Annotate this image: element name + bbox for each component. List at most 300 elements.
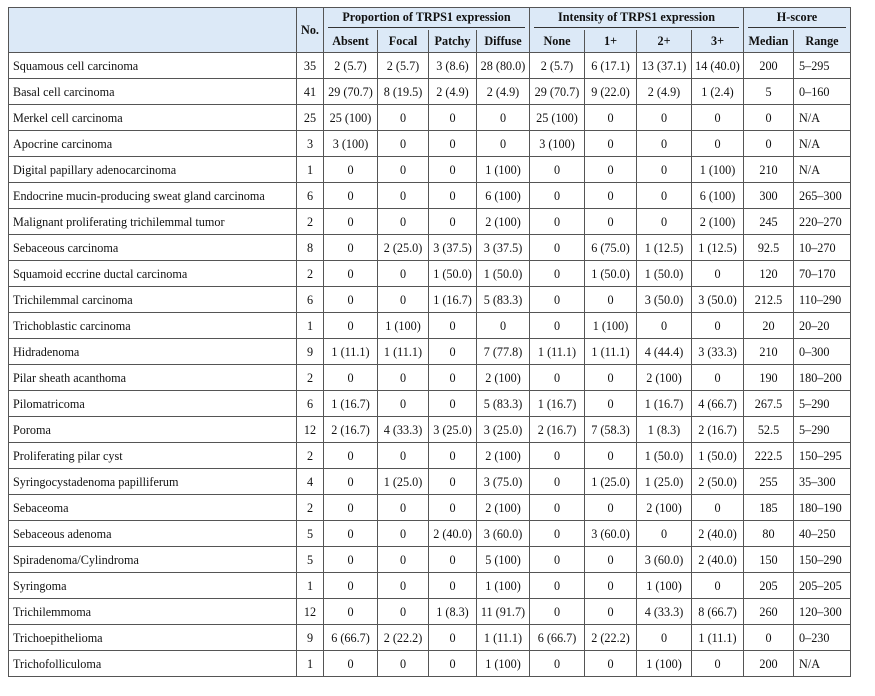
intensity-2-cell: 2 (100) (637, 495, 692, 521)
count-cell: 1 (297, 157, 324, 183)
count-cell: 12 (297, 417, 324, 443)
count-cell: 1 (297, 651, 324, 677)
count-cell: 2 (297, 209, 324, 235)
patchy-cell: 0 (429, 443, 477, 469)
diffuse-cell: 3 (25.0) (477, 417, 530, 443)
intensity-2-cell: 4 (33.3) (637, 599, 692, 625)
tumor-name-cell: Hidradenoma (9, 339, 297, 365)
median-cell: 245 (744, 209, 794, 235)
none-cell: 29 (70.7) (530, 79, 585, 105)
range-cell: 150–295 (794, 443, 851, 469)
range-cell: 20–20 (794, 313, 851, 339)
median-cell: 120 (744, 261, 794, 287)
patchy-cell: 0 (429, 313, 477, 339)
absent-cell: 6 (66.7) (324, 625, 378, 651)
patchy-cell: 0 (429, 651, 477, 677)
range-cell: 180–190 (794, 495, 851, 521)
absent-cell: 1 (16.7) (324, 391, 378, 417)
header-hscore-label: H-score (748, 10, 846, 28)
patchy-cell: 0 (429, 495, 477, 521)
diffuse-cell: 6 (100) (477, 183, 530, 209)
median-cell: 190 (744, 365, 794, 391)
median-cell: 205 (744, 573, 794, 599)
intensity-1-cell: 9 (22.0) (585, 79, 637, 105)
none-cell: 0 (530, 157, 585, 183)
none-cell: 0 (530, 469, 585, 495)
tumor-name-cell: Digital papillary adenocarcinoma (9, 157, 297, 183)
intensity-1-cell: 0 (585, 183, 637, 209)
intensity-3-cell: 1 (50.0) (692, 443, 744, 469)
count-cell: 5 (297, 521, 324, 547)
median-cell: 20 (744, 313, 794, 339)
focal-cell: 0 (378, 209, 429, 235)
intensity-1-cell: 6 (75.0) (585, 235, 637, 261)
absent-cell: 0 (324, 469, 378, 495)
range-cell: 220–270 (794, 209, 851, 235)
tumor-name-cell: Trichoepithelioma (9, 625, 297, 651)
intensity-3-cell: 0 (692, 651, 744, 677)
absent-cell: 0 (324, 235, 378, 261)
range-cell: 150–290 (794, 547, 851, 573)
intensity-3-cell: 14 (40.0) (692, 53, 744, 79)
intensity-3-cell: 1 (2.4) (692, 79, 744, 105)
table-row (9, 547, 851, 573)
focal-cell: 0 (378, 443, 429, 469)
range-cell: 70–170 (794, 261, 851, 287)
intensity-1-cell: 6 (17.1) (585, 53, 637, 79)
absent-cell: 25 (100) (324, 105, 378, 131)
range-cell: 5–290 (794, 391, 851, 417)
patchy-cell: 1 (8.3) (429, 599, 477, 625)
focal-cell: 0 (378, 495, 429, 521)
focal-cell: 4 (33.3) (378, 417, 429, 443)
median-cell: 210 (744, 339, 794, 365)
table-row (9, 131, 851, 157)
table-row (9, 261, 851, 287)
none-cell: 0 (530, 365, 585, 391)
none-cell: 1 (11.1) (530, 339, 585, 365)
tumor-name-cell: Squamous cell carcinoma (9, 53, 297, 79)
tumor-name-cell: Malignant proliferating trichilemmal tumor (9, 209, 297, 235)
header-none: None (530, 30, 585, 53)
intensity-2-cell: 1 (100) (637, 651, 692, 677)
tumor-name-cell: Sebaceous adenoma (9, 521, 297, 547)
absent-cell: 0 (324, 209, 378, 235)
range-cell: N/A (794, 105, 851, 131)
focal-cell: 0 (378, 105, 429, 131)
intensity-1-cell: 0 (585, 547, 637, 573)
header-intensity-2: 2+ (637, 30, 692, 53)
patchy-cell: 3 (8.6) (429, 53, 477, 79)
tumor-name-cell: Apocrine carcinoma (9, 131, 297, 157)
none-cell: 0 (530, 313, 585, 339)
range-cell: 5–295 (794, 53, 851, 79)
median-cell: 222.5 (744, 443, 794, 469)
diffuse-cell: 11 (91.7) (477, 599, 530, 625)
table-row (9, 417, 851, 443)
none-cell: 0 (530, 183, 585, 209)
focal-cell: 2 (5.7) (378, 53, 429, 79)
table-row (9, 443, 851, 469)
intensity-3-cell: 2 (16.7) (692, 417, 744, 443)
intensity-2-cell: 2 (100) (637, 365, 692, 391)
patchy-cell: 1 (50.0) (429, 261, 477, 287)
intensity-3-cell: 6 (100) (692, 183, 744, 209)
diffuse-cell: 3 (60.0) (477, 521, 530, 547)
intensity-3-cell: 2 (40.0) (692, 547, 744, 573)
intensity-3-cell: 2 (100) (692, 209, 744, 235)
table-row (9, 391, 851, 417)
intensity-3-cell: 2 (40.0) (692, 521, 744, 547)
count-cell: 2 (297, 261, 324, 287)
median-cell: 255 (744, 469, 794, 495)
diffuse-cell: 5 (83.3) (477, 287, 530, 313)
intensity-3-cell: 0 (692, 261, 744, 287)
median-cell: 185 (744, 495, 794, 521)
intensity-2-cell: 1 (16.7) (637, 391, 692, 417)
patchy-cell: 0 (429, 131, 477, 157)
intensity-3-cell: 0 (692, 365, 744, 391)
intensity-3-cell: 2 (50.0) (692, 469, 744, 495)
intensity-3-cell: 4 (66.7) (692, 391, 744, 417)
none-cell: 1 (16.7) (530, 391, 585, 417)
range-cell: 5–290 (794, 417, 851, 443)
patchy-cell: 0 (429, 183, 477, 209)
none-cell: 0 (530, 521, 585, 547)
diffuse-cell: 2 (100) (477, 365, 530, 391)
patchy-cell: 0 (429, 339, 477, 365)
focal-cell: 0 (378, 521, 429, 547)
patchy-cell: 0 (429, 469, 477, 495)
intensity-1-cell: 0 (585, 157, 637, 183)
diffuse-cell: 0 (477, 131, 530, 157)
patchy-cell: 0 (429, 105, 477, 131)
intensity-3-cell: 0 (692, 105, 744, 131)
patchy-cell: 0 (429, 391, 477, 417)
intensity-1-cell: 0 (585, 287, 637, 313)
table-row (9, 79, 851, 105)
intensity-2-cell: 0 (637, 209, 692, 235)
tumor-name-cell: Spiradenoma/Cylindroma (9, 547, 297, 573)
tumor-name-cell: Syringoma (9, 573, 297, 599)
tumor-name-cell: Squamoid eccrine ductal carcinoma (9, 261, 297, 287)
table-row (9, 521, 851, 547)
absent-cell: 0 (324, 313, 378, 339)
intensity-1-cell: 1 (50.0) (585, 261, 637, 287)
count-cell: 9 (297, 339, 324, 365)
count-cell: 6 (297, 391, 324, 417)
median-cell: 200 (744, 651, 794, 677)
diffuse-cell: 0 (477, 313, 530, 339)
focal-cell: 0 (378, 131, 429, 157)
intensity-2-cell: 1 (100) (637, 573, 692, 599)
intensity-1-cell: 0 (585, 209, 637, 235)
count-cell: 5 (297, 547, 324, 573)
count-cell: 2 (297, 495, 324, 521)
none-cell: 2 (16.7) (530, 417, 585, 443)
header-patchy: Patchy (429, 30, 477, 53)
diffuse-cell: 1 (11.1) (477, 625, 530, 651)
intensity-1-cell: 7 (58.3) (585, 417, 637, 443)
intensity-1-cell: 0 (585, 495, 637, 521)
diffuse-cell: 0 (477, 105, 530, 131)
header-intensity-group (530, 8, 744, 31)
absent-cell: 1 (11.1) (324, 339, 378, 365)
median-cell: 52.5 (744, 417, 794, 443)
diffuse-cell: 2 (100) (477, 495, 530, 521)
table-row (9, 105, 851, 131)
count-cell: 1 (297, 313, 324, 339)
absent-cell: 3 (100) (324, 131, 378, 157)
header-median: Median (744, 30, 794, 53)
none-cell: 25 (100) (530, 105, 585, 131)
tumor-name-cell: Trichilemmoma (9, 599, 297, 625)
diffuse-cell: 5 (100) (477, 547, 530, 573)
intensity-3-cell: 3 (33.3) (692, 339, 744, 365)
intensity-1-cell: 0 (585, 391, 637, 417)
median-cell: 92.5 (744, 235, 794, 261)
range-cell: 40–250 (794, 521, 851, 547)
table-row (9, 365, 851, 391)
count-cell: 1 (297, 573, 324, 599)
intensity-1-cell: 0 (585, 131, 637, 157)
header-intensity-3: 3+ (692, 30, 744, 53)
header-proportion-label: Proportion of TRPS1 expression (328, 10, 525, 28)
table-row (9, 573, 851, 599)
count-cell: 12 (297, 599, 324, 625)
intensity-2-cell: 3 (60.0) (637, 547, 692, 573)
diffuse-cell: 3 (37.5) (477, 235, 530, 261)
range-cell: 0–160 (794, 79, 851, 105)
focal-cell: 1 (25.0) (378, 469, 429, 495)
header-intensity-1: 1+ (585, 30, 637, 53)
none-cell: 0 (530, 235, 585, 261)
diffuse-cell: 1 (100) (477, 573, 530, 599)
diffuse-cell: 1 (50.0) (477, 261, 530, 287)
focal-cell: 0 (378, 365, 429, 391)
intensity-3-cell: 3 (50.0) (692, 287, 744, 313)
patchy-cell: 3 (25.0) (429, 417, 477, 443)
tumor-name-cell: Pilar sheath acanthoma (9, 365, 297, 391)
range-cell: 10–270 (794, 235, 851, 261)
intensity-3-cell: 1 (11.1) (692, 625, 744, 651)
table-row (9, 651, 851, 677)
range-cell: N/A (794, 157, 851, 183)
range-cell: 110–290 (794, 287, 851, 313)
absent-cell: 0 (324, 495, 378, 521)
none-cell: 0 (530, 599, 585, 625)
count-cell: 2 (297, 365, 324, 391)
none-cell: 0 (530, 651, 585, 677)
focal-cell: 2 (22.2) (378, 625, 429, 651)
median-cell: 5 (744, 79, 794, 105)
diffuse-cell: 2 (100) (477, 209, 530, 235)
intensity-3-cell: 0 (692, 573, 744, 599)
header-blank-cell (9, 8, 297, 53)
range-cell: 0–300 (794, 339, 851, 365)
none-cell: 3 (100) (530, 131, 585, 157)
header-absent: Absent (324, 30, 378, 53)
range-cell: 265–300 (794, 183, 851, 209)
median-cell: 0 (744, 105, 794, 131)
focal-cell: 2 (25.0) (378, 235, 429, 261)
intensity-2-cell: 1 (50.0) (637, 261, 692, 287)
diffuse-cell: 7 (77.8) (477, 339, 530, 365)
none-cell: 0 (530, 573, 585, 599)
intensity-2-cell: 4 (44.4) (637, 339, 692, 365)
none-cell: 0 (530, 287, 585, 313)
range-cell: 120–300 (794, 599, 851, 625)
diffuse-cell: 5 (83.3) (477, 391, 530, 417)
patchy-cell: 2 (4.9) (429, 79, 477, 105)
focal-cell: 0 (378, 183, 429, 209)
intensity-2-cell: 0 (637, 313, 692, 339)
intensity-2-cell: 0 (637, 105, 692, 131)
intensity-2-cell: 0 (637, 183, 692, 209)
intensity-1-cell: 0 (585, 365, 637, 391)
tumor-name-cell: Pilomatricoma (9, 391, 297, 417)
median-cell: 267.5 (744, 391, 794, 417)
absent-cell: 0 (324, 573, 378, 599)
count-cell: 6 (297, 287, 324, 313)
header-no: No. (297, 8, 324, 53)
none-cell: 0 (530, 495, 585, 521)
patchy-cell: 0 (429, 547, 477, 573)
range-cell: 205–205 (794, 573, 851, 599)
tumor-name-cell: Poroma (9, 417, 297, 443)
none-cell: 0 (530, 443, 585, 469)
table-row (9, 209, 851, 235)
intensity-3-cell: 1 (100) (692, 157, 744, 183)
absent-cell: 0 (324, 183, 378, 209)
intensity-3-cell: 0 (692, 495, 744, 521)
focal-cell: 8 (19.5) (378, 79, 429, 105)
intensity-2-cell: 1 (50.0) (637, 443, 692, 469)
table-row (9, 495, 851, 521)
count-cell: 6 (297, 183, 324, 209)
focal-cell: 0 (378, 573, 429, 599)
none-cell: 0 (530, 547, 585, 573)
range-cell: N/A (794, 651, 851, 677)
table-body (9, 53, 851, 677)
table-container (8, 7, 851, 677)
tumor-name-cell: Proliferating pilar cyst (9, 443, 297, 469)
diffuse-cell: 1 (100) (477, 157, 530, 183)
count-cell: 8 (297, 235, 324, 261)
intensity-1-cell: 0 (585, 599, 637, 625)
tumor-name-cell: Endocrine mucin-producing sweat gland carcinoma (9, 183, 297, 209)
focal-cell: 0 (378, 287, 429, 313)
count-cell: 41 (297, 79, 324, 105)
focal-cell: 0 (378, 651, 429, 677)
tumor-name-cell: Sebaceoma (9, 495, 297, 521)
header-intensity-label: Intensity of TRPS1 expression (534, 10, 739, 28)
tumor-name-cell: Trichilemmal carcinoma (9, 287, 297, 313)
diffuse-cell: 3 (75.0) (477, 469, 530, 495)
table-row (9, 313, 851, 339)
patchy-cell: 0 (429, 157, 477, 183)
intensity-1-cell: 1 (25.0) (585, 469, 637, 495)
absent-cell: 0 (324, 547, 378, 573)
table-row (9, 235, 851, 261)
diffuse-cell: 28 (80.0) (477, 53, 530, 79)
range-cell: N/A (794, 131, 851, 157)
tumor-name-cell: Merkel cell carcinoma (9, 105, 297, 131)
median-cell: 0 (744, 625, 794, 651)
intensity-3-cell: 0 (692, 131, 744, 157)
intensity-2-cell: 3 (50.0) (637, 287, 692, 313)
median-cell: 260 (744, 599, 794, 625)
intensity-2-cell: 0 (637, 521, 692, 547)
median-cell: 300 (744, 183, 794, 209)
count-cell: 25 (297, 105, 324, 131)
intensity-3-cell: 0 (692, 313, 744, 339)
tumor-name-cell: Sebaceous carcinoma (9, 235, 297, 261)
intensity-2-cell: 0 (637, 157, 692, 183)
table-row (9, 339, 851, 365)
table-row (9, 183, 851, 209)
intensity-1-cell: 2 (22.2) (585, 625, 637, 651)
focal-cell: 0 (378, 547, 429, 573)
intensity-2-cell: 2 (4.9) (637, 79, 692, 105)
header-hscore-group (744, 8, 851, 31)
median-cell: 212.5 (744, 287, 794, 313)
absent-cell: 0 (324, 651, 378, 677)
table-row (9, 469, 851, 495)
intensity-2-cell: 1 (12.5) (637, 235, 692, 261)
focal-cell: 1 (100) (378, 313, 429, 339)
median-cell: 210 (744, 157, 794, 183)
table-row (9, 53, 851, 79)
table-row (9, 157, 851, 183)
tumor-name-cell: Syringocystadenoma papilliferum (9, 469, 297, 495)
absent-cell: 29 (70.7) (324, 79, 378, 105)
patchy-cell: 0 (429, 365, 477, 391)
intensity-1-cell: 3 (60.0) (585, 521, 637, 547)
range-cell: 35–300 (794, 469, 851, 495)
table-row (9, 599, 851, 625)
tumor-name-cell: Trichofolliculoma (9, 651, 297, 677)
median-cell: 0 (744, 131, 794, 157)
median-cell: 200 (744, 53, 794, 79)
none-cell: 6 (66.7) (530, 625, 585, 651)
range-cell: 180–200 (794, 365, 851, 391)
patchy-cell: 0 (429, 625, 477, 651)
intensity-3-cell: 1 (12.5) (692, 235, 744, 261)
none-cell: 0 (530, 261, 585, 287)
median-cell: 80 (744, 521, 794, 547)
median-cell: 150 (744, 547, 794, 573)
range-cell: 0–230 (794, 625, 851, 651)
tumor-name-cell: Basal cell carcinoma (9, 79, 297, 105)
table-row (9, 625, 851, 651)
count-cell: 3 (297, 131, 324, 157)
absent-cell: 2 (5.7) (324, 53, 378, 79)
diffuse-cell: 2 (100) (477, 443, 530, 469)
intensity-2-cell: 1 (8.3) (637, 417, 692, 443)
intensity-1-cell: 0 (585, 573, 637, 599)
intensity-1-cell: 1 (11.1) (585, 339, 637, 365)
header-diffuse: Diffuse (477, 30, 530, 53)
absent-cell: 0 (324, 287, 378, 313)
count-cell: 4 (297, 469, 324, 495)
focal-cell: 0 (378, 157, 429, 183)
focal-cell: 1 (11.1) (378, 339, 429, 365)
header-range: Range (794, 30, 851, 53)
tumor-name-cell: Trichoblastic carcinoma (9, 313, 297, 339)
focal-cell: 0 (378, 599, 429, 625)
intensity-2-cell: 13 (37.1) (637, 53, 692, 79)
